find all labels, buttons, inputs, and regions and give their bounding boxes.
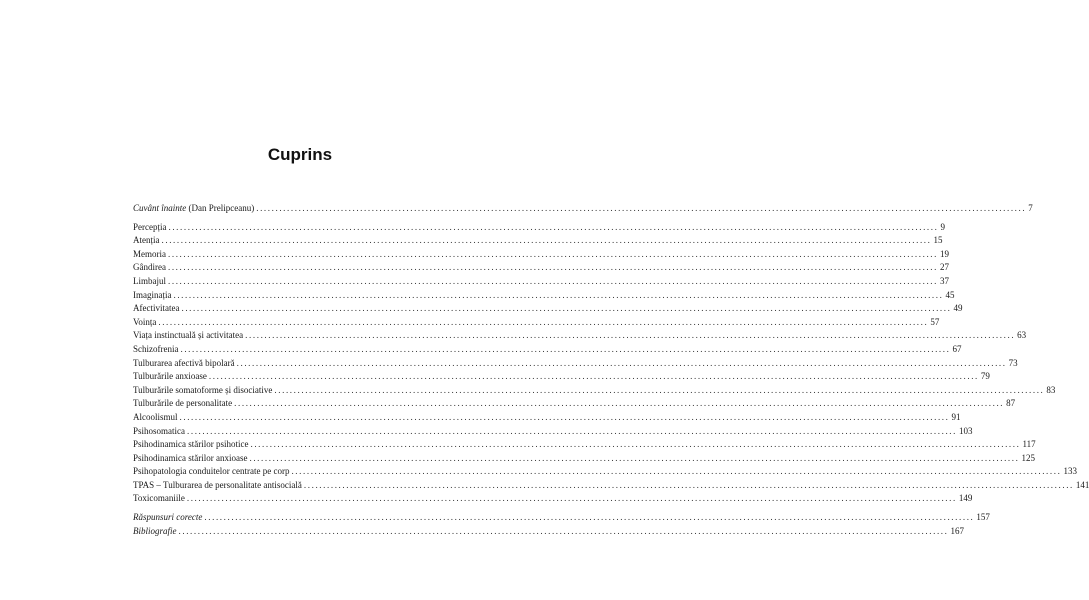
toc-entry	[133, 411, 961, 425]
toc-entry-page: 9	[940, 221, 945, 232]
leader-dots: ........................................................................................................................................................................................................	[256, 203, 1027, 213]
toc-entry-label: Psihodinamica stărilor anxioase	[133, 452, 248, 463]
toc-entry-label: Imaginația	[133, 289, 172, 300]
toc-entry-label: Tulburările anxioase	[133, 371, 207, 382]
toc-entry-page: 103	[959, 425, 973, 436]
toc-entry-label: Gândirea	[133, 262, 166, 273]
toc-entry-page: 91	[951, 411, 961, 422]
leader-dots: ........................................................................................................................................................................................................	[168, 221, 939, 232]
toc-entry-label: Tulburările de personalitate	[133, 398, 233, 409]
toc-entry-label: Viața instinctuală și activitatea	[133, 330, 244, 341]
toc-entry-page: 37	[940, 275, 949, 286]
leader-dots: ........................................................................................................................................................................................................	[178, 525, 949, 536]
toc-entry	[133, 329, 1027, 343]
toc-entry	[133, 221, 945, 235]
toc-entry-label: Toxicomaniile	[133, 493, 185, 504]
toc-entry	[133, 248, 949, 262]
toc-entry-foreword	[133, 202, 1033, 216]
leader-dots: ........................................................................................................................................................................................................	[245, 330, 1016, 341]
leader-dots: ........................................................................................................................................................................................................	[204, 512, 975, 523]
toc-entry	[133, 234, 943, 248]
toc-entry-page: 157	[976, 512, 990, 523]
toc-entry-page: 133	[1063, 466, 1077, 477]
toc-entry-page: 83	[1046, 384, 1056, 395]
toc-entry-page: 73	[1008, 357, 1018, 368]
toc-entry	[133, 357, 1018, 371]
leader-dots: ........................................................................................................................................................................................................	[161, 235, 932, 246]
toc-entry-page: 7	[1028, 203, 1033, 213]
toc-entry-label-author: (Dan Prelipceanu)	[186, 203, 255, 213]
toc-entry	[133, 370, 990, 384]
toc-entry-label: TPAS – Tulburarea de personalitate antisocială	[133, 479, 302, 490]
leader-dots: ........................................................................................................................................................................................................	[249, 452, 1020, 463]
toc-chapter-list	[133, 221, 1089, 506]
toc-entry-label: Tulburarea afectivă bipolară	[133, 357, 235, 368]
toc-entry-page: 117	[1022, 439, 1036, 450]
toc-entry	[133, 384, 1056, 398]
toc-entry-label: Voința	[133, 316, 157, 327]
leader-dots: ........................................................................................................................................................................................................	[274, 384, 1045, 395]
leader-dots: ........................................................................................................................................................................................................	[168, 248, 938, 259]
leader-dots: ........................................................................................................................................................................................................	[291, 466, 1062, 477]
toc-entry	[133, 525, 964, 539]
leader-dots: ........................................................................................................................................................................................................	[167, 262, 938, 273]
toc-entry	[133, 465, 1077, 479]
toc-entry-label: Limbajul	[133, 275, 166, 286]
toc-entry	[133, 343, 962, 357]
toc-entry-label: Schizofrenia	[133, 343, 179, 354]
toc-entry-page: 49	[953, 303, 963, 314]
toc-entry	[133, 425, 973, 439]
leader-dots: ........................................................................................................................................................................................................	[303, 479, 1074, 490]
toc-entry	[133, 289, 955, 303]
toc-entry	[133, 438, 1036, 452]
leader-dots: ........................................................................................................................................................................................................	[181, 303, 952, 314]
toc-entry-page: 57	[930, 316, 940, 327]
toc-entry-label: Bibliografie	[133, 525, 177, 536]
toc-entry-page: 125	[1021, 452, 1035, 463]
toc-entry-label-italic: Cuvânt înainte	[133, 203, 187, 213]
toc-entry-page: 27	[939, 262, 949, 273]
toc-entry-page: 67	[952, 343, 962, 354]
toc-entry-label: Afectivitatea	[133, 303, 180, 314]
toc-entry-page: 167	[950, 525, 964, 536]
leader-dots: ........................................................................................................................................................................................................	[168, 275, 938, 286]
toc-entry-label	[133, 202, 254, 216]
leader-dots: ........................................................................................................................................................................................................	[187, 425, 957, 436]
leader-dots: ........................................................................................................................................................................................................	[180, 343, 951, 354]
leader-dots: ........................................................................................................................................................................................................	[186, 493, 957, 504]
toc-entry-label: Psihodinamica stărilor psihotice	[133, 439, 249, 450]
leader-dots: ........................................................................................................................................................................................................	[158, 316, 929, 327]
table-of-contents	[133, 202, 1089, 538]
toc-entry-label: Percepția	[133, 221, 167, 232]
toc-entry	[133, 492, 973, 506]
toc-entry-label: Psihopatologia conduitelor centrate pe corp	[133, 466, 290, 477]
toc-entry-page: 19	[940, 248, 949, 259]
toc-entry	[133, 452, 1035, 466]
toc-entry-page: 79	[980, 371, 990, 382]
toc-entry-label: Memoria	[133, 248, 166, 259]
leader-dots: ........................................................................................................................................................................................................	[234, 398, 1005, 409]
toc-entry	[133, 397, 1016, 411]
toc-entry-page: 63	[1017, 330, 1027, 341]
toc-entry-page: 15	[933, 235, 943, 246]
toc-entry	[133, 316, 940, 330]
leader-dots: ........................................................................................................................................................................................................	[236, 357, 1007, 368]
toc-entry-label: Tulburările somatoforme și disociative	[133, 384, 273, 395]
leader-dots: ........................................................................................................................................................................................................	[250, 439, 1021, 450]
toc-entry-page: 87	[1006, 398, 1016, 409]
toc-entry-page: 149	[958, 493, 973, 504]
toc-entry	[133, 511, 990, 525]
leader-dots: ........................................................................................................................................................................................................	[208, 371, 979, 382]
toc-entry-page: 141	[1075, 479, 1089, 490]
toc-entry-label: Răspunsuri corecte	[133, 512, 203, 523]
leader-dots: ........................................................................................................................................................................................................	[179, 411, 950, 422]
toc-entry-page: 45	[945, 289, 955, 300]
toc-entry	[133, 261, 949, 275]
toc-entry	[133, 275, 949, 289]
toc-entry	[133, 302, 963, 316]
page-title: Cuprins	[267, 145, 333, 164]
toc-entry-label: Psihosomatica	[133, 425, 185, 436]
leader-dots: ........................................................................................................................................................................................................	[173, 289, 944, 300]
toc-backmatter-list	[133, 511, 990, 538]
toc-entry-label: Atenția	[133, 235, 160, 246]
toc-entry-label: Alcoolismul	[133, 411, 178, 422]
toc-entry	[133, 479, 1089, 493]
